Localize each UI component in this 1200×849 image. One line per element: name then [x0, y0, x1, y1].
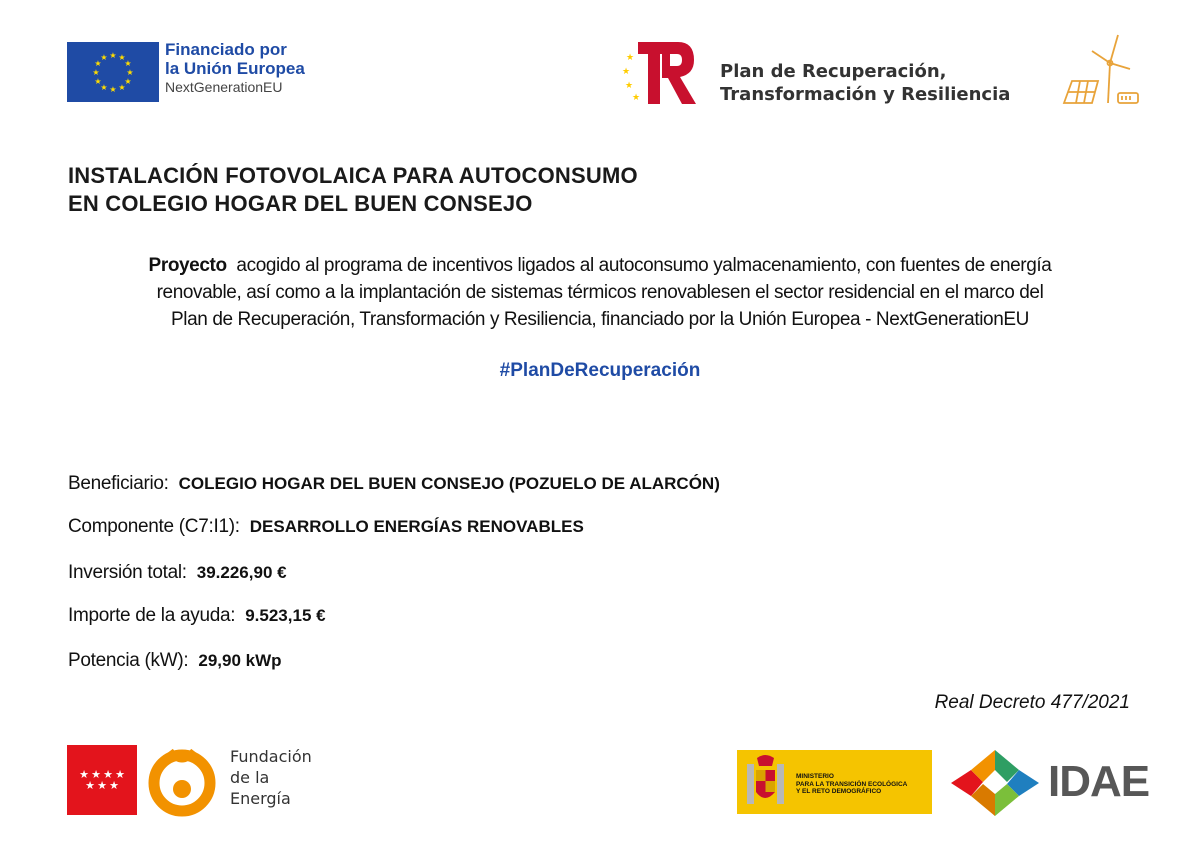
- svg-text:★: ★: [103, 768, 113, 781]
- svg-text:★: ★: [622, 67, 631, 77]
- fund-line-1: Fundación: [230, 747, 312, 766]
- detail-value: 29,90 kWp: [198, 651, 282, 670]
- detail-label: Importe de la ayuda:: [68, 605, 236, 626]
- intro-line-1-text: acogido al programa de incentivos ligados al autoconsumo yalmacenamiento, con fuentes de energía: [236, 255, 1052, 276]
- detail-value: DESARROLLO ENERGÍAS RENOVABLES: [249, 517, 584, 536]
- detail-label: Beneficiario:: [68, 473, 169, 494]
- svg-text:★: ★: [118, 83, 126, 92]
- intro-lead: Proyecto: [148, 255, 227, 276]
- plan-line-1: Plan de Recuperación,: [720, 61, 947, 82]
- fund-line-2: de la: [230, 768, 270, 787]
- svg-text:★: ★: [94, 59, 102, 68]
- eu-line-2: la Unión Europea: [165, 59, 305, 78]
- fund-line-3: Energía: [230, 789, 291, 808]
- detail-label: Inversión total:: [68, 562, 187, 583]
- svg-text:★: ★: [126, 68, 134, 77]
- idae-logo-icon: [947, 748, 1043, 818]
- intro-line-1: [58, 252, 1142, 279]
- title-line-1: INSTALACIÓN FOTOVOLAICA PARA AUTOCONSUMO: [68, 163, 638, 188]
- eu-flag-icon: [67, 42, 159, 102]
- mini-line-1: MINISTERIO: [796, 773, 834, 780]
- coat-of-arms-icon: [737, 750, 793, 814]
- svg-text:★: ★: [94, 77, 102, 86]
- eu-line-1: Financiado por: [165, 40, 287, 59]
- real-decreto: Real Decreto 477/2021: [934, 692, 1130, 713]
- wind-solar-icon: [1058, 33, 1140, 109]
- detail-row-inversion: [68, 562, 287, 584]
- detail-row-beneficiario: [68, 473, 720, 495]
- svg-text:★: ★: [109, 51, 117, 60]
- title-line-2: EN COLEGIO HOGAR DEL BUEN CONSEJO: [68, 191, 533, 216]
- svg-text:★: ★: [115, 768, 125, 781]
- ministerio-text: [796, 773, 907, 796]
- detail-row-potencia: [68, 650, 282, 672]
- svg-text:★: ★: [85, 779, 95, 792]
- svg-text:★: ★: [97, 779, 107, 792]
- svg-text:★: ★: [124, 59, 132, 68]
- intro-line-3: Plan de Recuperación, Transformación y Resiliencia, financiado por la Unión Europea - NextGenerationEU: [171, 309, 1029, 330]
- fundacion-energia-logo-icon: [144, 743, 220, 817]
- svg-text:★: ★: [91, 768, 101, 781]
- project-description: [58, 252, 1142, 333]
- plan-recuperacion-text: [720, 60, 1010, 106]
- plan-line-2: Transformación y Resiliencia: [720, 84, 1011, 105]
- svg-text:★: ★: [79, 768, 89, 781]
- detail-row-componente: [68, 516, 584, 538]
- comunidad-madrid-flag-icon: [67, 745, 137, 815]
- plan-recuperacion-logo-icon: [622, 40, 700, 106]
- svg-text:★: ★: [626, 53, 635, 63]
- detail-label: Componente (C7:I1):: [68, 516, 240, 537]
- detail-value: COLEGIO HOGAR DEL BUEN CONSEJO (POZUELO DE ALARCÓN): [178, 474, 720, 493]
- detail-label: Potencia (kW):: [68, 650, 189, 671]
- svg-text:★: ★: [92, 68, 100, 77]
- page-title: [68, 162, 638, 218]
- eu-funding-text: [165, 40, 305, 97]
- eu-line-3: NextGenerationEU: [165, 79, 283, 95]
- hashtag: #PlanDeRecuperación: [499, 360, 701, 381]
- mini-line-2: PARA LA TRANSICIÓN ECOLÓGICA: [796, 780, 908, 788]
- mini-line-3: Y EL RETO DEMOGRÁFICO: [796, 788, 882, 795]
- svg-text:★: ★: [632, 93, 641, 103]
- fundacion-energia-text: [230, 746, 312, 809]
- svg-text:★: ★: [124, 77, 132, 86]
- detail-row-ayuda: [68, 605, 326, 627]
- svg-text:★: ★: [100, 83, 108, 92]
- idae-text: IDAE: [1048, 757, 1150, 806]
- intro-line-2: renovable, así como a la implantación de sistemas térmicos renovablesen el sector residencial en el marco del: [156, 282, 1044, 303]
- svg-text:★: ★: [109, 779, 119, 792]
- svg-text:★: ★: [100, 53, 108, 62]
- detail-value: 9.523,15 €: [245, 606, 326, 625]
- svg-text:★: ★: [118, 53, 126, 62]
- svg-text:★: ★: [109, 85, 117, 94]
- detail-value: 39.226,90 €: [196, 563, 287, 582]
- svg-text:★: ★: [625, 81, 634, 91]
